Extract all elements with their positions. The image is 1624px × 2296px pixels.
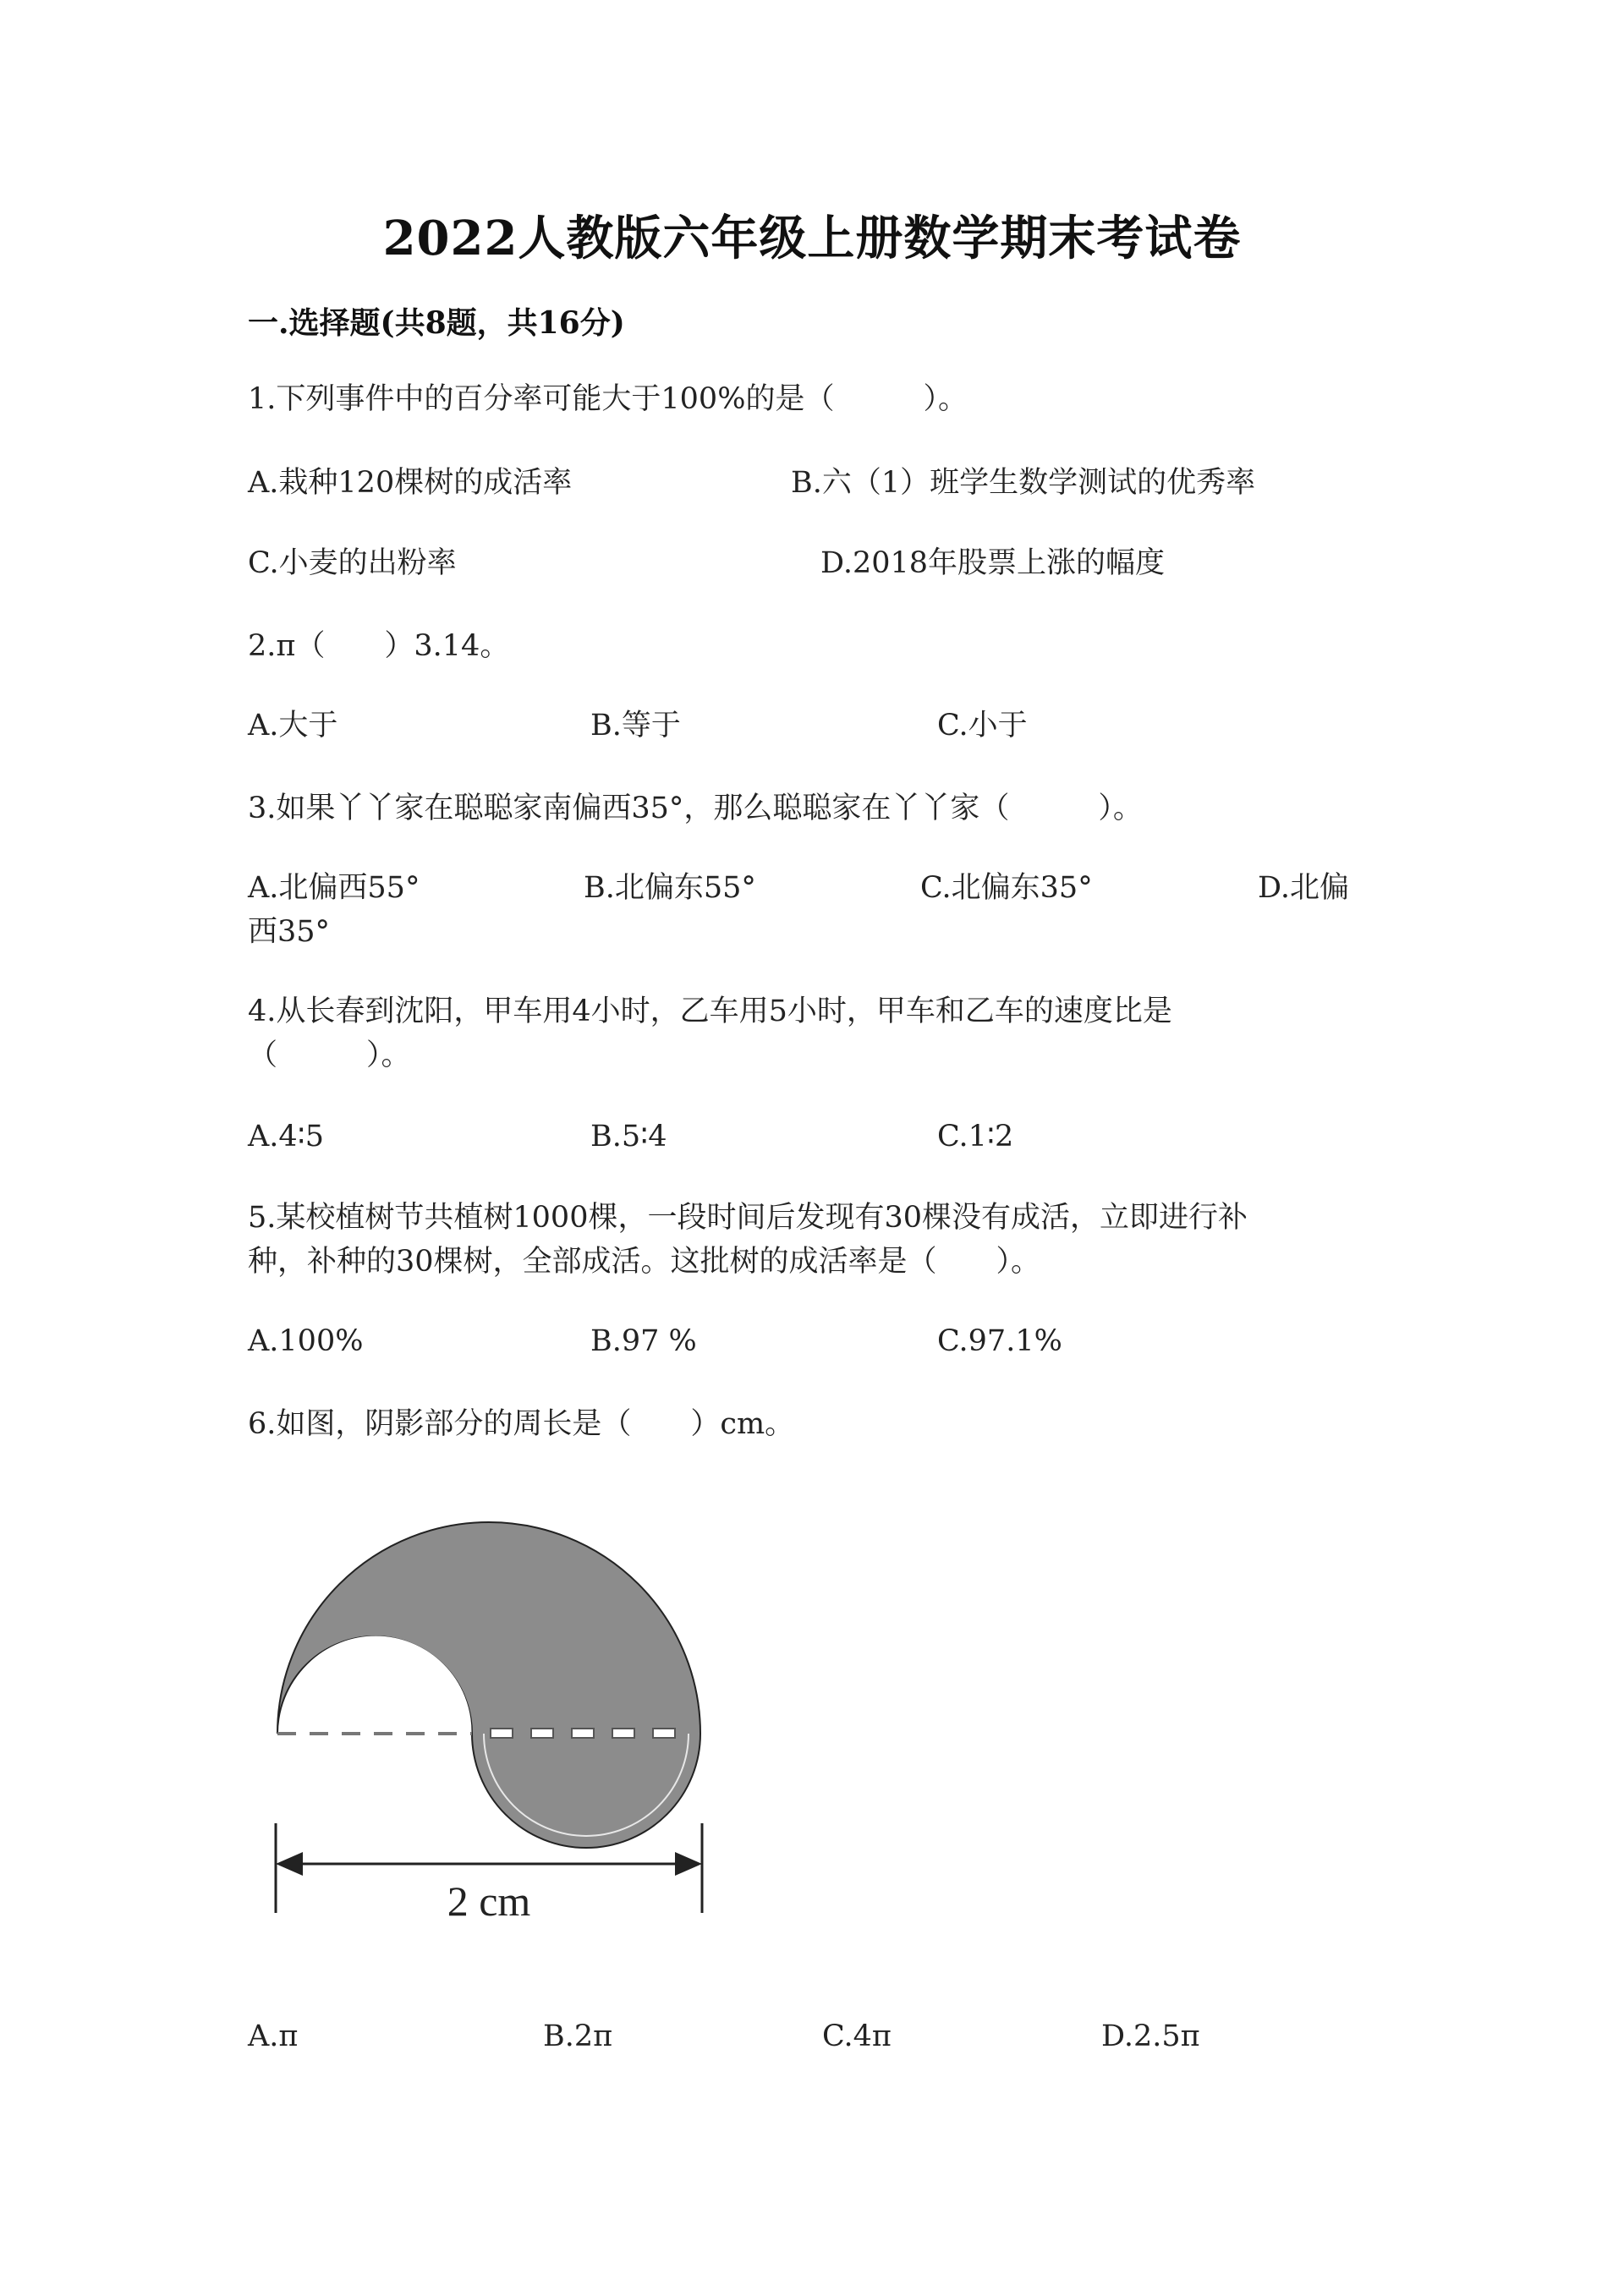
question-5-option-b[interactable]: B.97 % [590,1324,697,1358]
question-6-option-d[interactable]: D.2.5π [1101,2019,1200,2053]
page-title: 2022人教版六年级上册数学期末考试卷 [382,211,1242,266]
question-5-option-a[interactable]: A.100% [248,1324,364,1358]
section-heading: 一.选择题(共8题，共16分) [248,305,625,341]
question-5-stem: 5.某校植树节共植树1000棵，一段时间后发现有30棵没有成活，立即进行补 [248,1201,1248,1235]
question-2-option-c[interactable]: C.小于 [937,709,1028,743]
question-4-option-b[interactable]: B.5∶4 [590,1120,667,1153]
question-6-option-a[interactable]: A.π [248,2019,299,2053]
question-6-stem: 6.如图，阴影部分的周长是（ ）cm。 [248,1407,795,1441]
arrow-right-icon [675,1852,702,1876]
question-1-option-c[interactable]: C.小麦的出粉率 [248,546,457,580]
question-1-option-d[interactable]: D.2018年股票上涨的幅度 [820,546,1166,580]
question-3-option-b[interactable]: B.北偏东55° [584,871,756,905]
shaded-region-figure [262,1505,736,1928]
question-1-option-b[interactable]: B.六（1）班学生数学测试的优秀率 [791,466,1256,500]
question-4-option-c[interactable]: C.1∶2 [937,1120,1014,1153]
question-4-stem-wrap: （ ）。 [248,1038,411,1072]
question-2-option-b[interactable]: B.等于 [590,709,681,743]
question-1-option-a[interactable]: A.栽种120棵树的成活率 [248,466,573,500]
question-4-option-a[interactable]: A.4∶5 [248,1120,325,1153]
question-3-option-c[interactable]: C.北偏东35° [920,871,1093,905]
question-3-option-d[interactable]: D.北偏 [1258,871,1349,905]
question-3-option-d-wrap: 西35° [248,915,331,949]
question-6-option-c[interactable]: C.4π [822,2019,892,2053]
dimension-label: 2 cm [447,1877,531,1925]
question-6-option-b[interactable]: B.2π [543,2019,613,2053]
question-4-stem: 4.从长春到沈阳，甲车用4小时，乙车用5小时，甲车和乙车的速度比是 [248,995,1172,1028]
question-3-option-a[interactable]: A.北偏西55° [248,871,420,905]
question-1-stem: 1.下列事件中的百分率可能大于100%的是（ ）。 [248,382,968,416]
shaded-region [277,1522,700,1848]
question-5-option-c[interactable]: C.97.1% [937,1324,1062,1358]
question-5-stem-wrap: 种，补种的30棵树，全部成活。这批树的成活率是（ ）。 [248,1245,1041,1279]
question-2-stem: 2.π（ ）3.14。 [248,629,510,663]
question-2-option-a[interactable]: A.大于 [248,709,338,743]
arrow-left-icon [276,1852,303,1876]
question-3-stem: 3.如果丫丫家在聪聪家南偏西35°，那么聪聪家在丫丫家（ ）。 [248,792,1143,825]
